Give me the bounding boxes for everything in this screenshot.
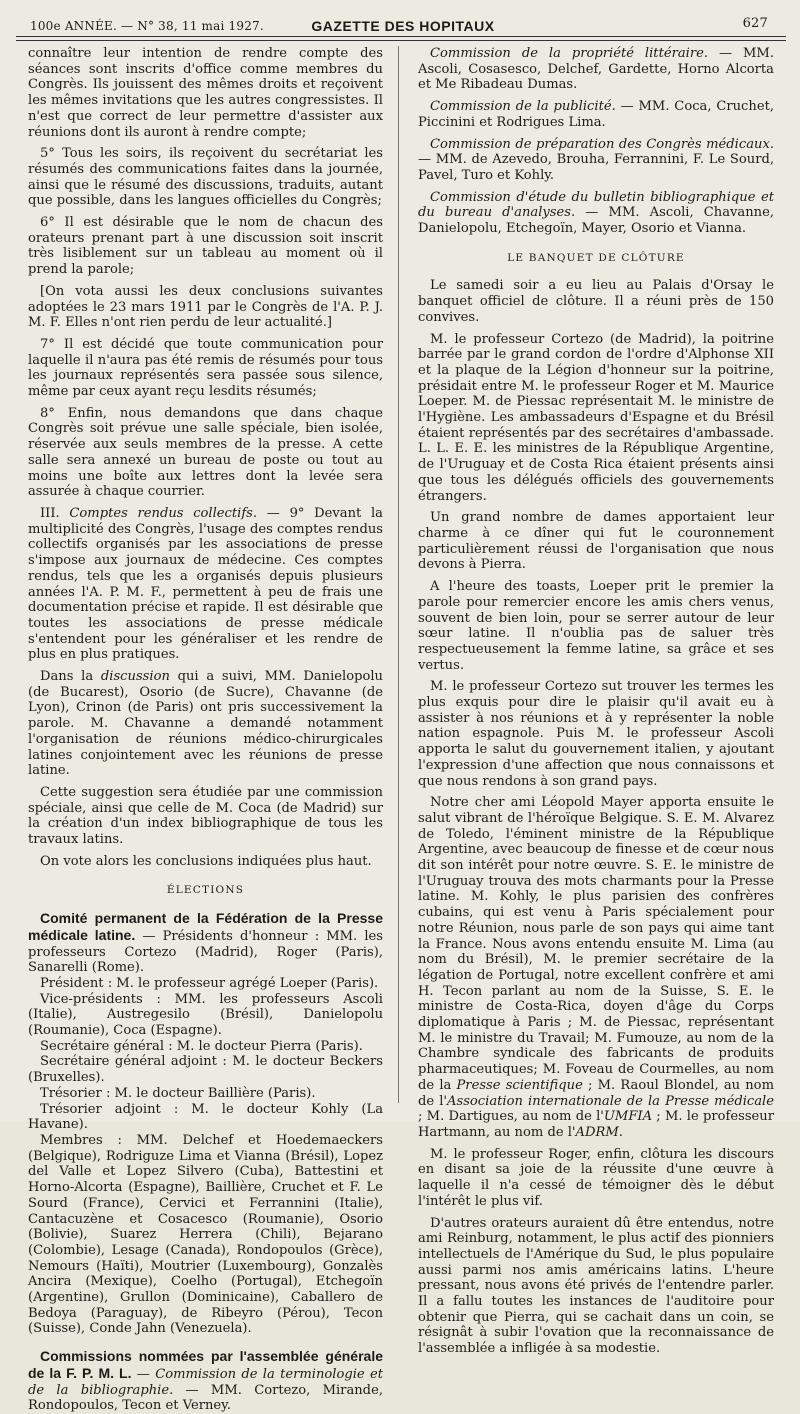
page-header [18,14,788,36]
right-column [418,46,775,1357]
paragraph [418,190,774,237]
paragraph: Cette suggestion sera étudiée par une commission spéciale, ainsi que celle de M. Coca (de Madrid) sur la création d'un index bibliographique de tous les travaux latins. [28,784,383,848]
italic-run: Presse scientifique [456,1077,583,1093]
paragraph [28,911,383,976]
section-title-banquet: LE BANQUET DE CLÔTURE [507,251,685,264]
paragraph: On vote alors les conclusions indiquées plus haut. [40,853,372,869]
text-run: qui a suivi, MM. Danielopolu (de Bucarest), Osorio (de Sucre), Chavanne (de Lyon), Crinon (de Paris) ont pris successivement la parole. M. Chavanne a demandé notamment l'organisation de réunions médico-chirurgicales latines conjointement avec les réunions de presse latine. [28,669,383,779]
paragraph: 7° Il est décidé que toute communication pour laquelle il n'aura pas été remis de résumés pour tous les journaux représentés sera passée sous silence, même par ceux ayant reçu lesdits résumés; [28,336,383,400]
paragraph: 8° Enfin, nous demandons que dans chaque Congrès soit prévue une salle spéciale, bien isolée, réservée aux seuls membres de la presse. A cette salle sera annexé un bureau de poste ou tout au moins une boîte aux lettres dont la levée sera assurée à chaque courrier. [28,405,383,500]
list-item: Secrétaire général adjoint : M. le docteur Beckers (Bruxelles). [28,1054,383,1086]
paragraph [28,506,383,663]
paragraph [28,669,383,779]
italic-run: Commission de la propriété littéraire. [430,46,708,61]
text-run: . [618,1125,623,1140]
italic-run: UMFIA [603,1109,653,1125]
column-divider [398,46,399,1103]
text-run: — [131,1366,156,1382]
paragraph: M. le professeur Cortezo (de Madrid), la poitrine barrée par le grand cordon de l'ordre d'Alphonse XII et la plaque de la Légion d'honneur sur la poitrine, présidait entre M. le professeur Roger et M. Maurice Loeper. M. de Piessac représentait M. le ministre de l'Hygiène. Les ambassadeurs d'Espagne et du Brésil étaient représentés par des secrétaires d'ambassade. L. L. E. E. les ministres de la République Argentine, de l'Uruguay et de Costa Rica étaient présents ainsi que tous les délégués officiels des gouvernements étrangers. [418,331,774,504]
bold-heading: Comité permanent de la Fédération de la Presse médicale latine. [28,910,383,943]
italic-run: Comptes rendus collectifs. [69,505,258,521]
paragraph: M. le professeur Cortezo sut trouver les termes les plus exquis pour dire le plaisir qu'il avait eu à assister à nos réunions et à y représenter la noble nation espagnole. Puis M. le professeur Ascoli apporta le salut du gouvernement italien, y ajoutant l'expression d'une affection que nous connaissons et que nous rendons à son grand pays. [418,679,774,789]
italic-run: Commission de la publicité. [430,99,616,115]
text-run: — MM. Ascoli, Chavanne, Danielopolu, Etchegoïn, Mayer, Osorio et Vianna. [418,205,775,237]
elections-list [28,911,383,1337]
paragraph [418,795,774,1140]
header-rule-double [16,40,786,41]
paragraph [418,99,774,130]
text-run: — 9° Devant la multiplicité des Congrès, l'usage des comptes rendus collectifs organisés par les associations de presse s'impose aux journaux de médecine. Ces comptes rendus, tels que les a organisés depuis plusieurs années l'A. P. M. F., permettent à peu de frais une documentation précise et rapide. Il est désirable que toutes les associations de presse médicale s'entendent pour les généraliser et les rendre de plus en plus pratiques. [28,505,383,663]
text-run: — Présidents d'honneur : MM. les professeurs Cortezo (Madrid), Roger (Paris), Sanarelli (Rome). [28,928,383,976]
issue-info: 100e ANNÉE. — N° 38, 11 mai 1927. [30,19,264,33]
text-run: ; M. Dartigues, au nom de l' [418,1109,604,1125]
section-title-elections: ÉLECTIONS [166,884,245,897]
list-item: Vice-présidents : MM. les professeurs Ascoli (Italie), Austregesilo (Brésil), Danielopolu (Roumanie), Coca (Espagne). [28,991,383,1039]
list-item: Membres : MM. Delchef et Hoedemaeckers (Belgique), Rodriguze Lima et Vianna (Brésil), Lopez del Valle et Lopez Silvero (Cuba), Battestini et Horno-Alcorta (Espagne), Baillière, Cruchet et F. Le Sourd (France), Cervici et Ferrannini (Italie), Cantacuzène et Cosacesco (Roumanie), Osorio (Bolivie), Suarez Herrera (Chili), Bejarano (Colombie), Lesage (Canada), Rondopoulos (Grèce), Nemours (Haïti), Moutrier (Luxembourg), Gonzalès Ancira (Mexique), Coelho (Portugal), Etchegoïn (Argentine), Grullon (Dominicaine), Caballero de Bedoya (Paraguay), de Ribeyro (Pérou), Tecon (Suisse), Conde Jahn (Venezuela). [28,1133,383,1337]
list-item: Président : M. le professeur agrégé Loeper (Paris). [40,975,379,991]
paragraph [418,137,774,184]
left-column [28,46,383,1414]
text-run: III. [40,505,70,521]
italic-run: discussion [100,669,170,685]
text-run: — MM. Coca, Cruchet, Piccinini et Rodrigues Lima. [418,99,774,130]
paragraph: A l'heure des toasts, Loeper prit le premier la parole pour remercier encore les amis chers venus, souvent de bien loin, pour se serrer autour de leur sœur latine. Il n'oublia pas de saluer très respectueusement la femme latine, sa grâce et ses vertus. [418,579,774,673]
paragraph: Le samedi soir a eu lieu au Palais d'Orsay le banquet officiel de clôture. Il a réuni près de 150 convives. [418,278,774,325]
italic-run: Commission d'étude du bulletin bibliographique et du bureau d'analyses. [418,189,774,221]
italic-run: Commission de la terminologie et de la bibliographie. [28,1366,383,1398]
paragraph: 5° Tous les soirs, ils reçoivent du secrétariat les résumés des communications faites dans la journée, ainsi que le résumé des discussions, traduits, autant que possible, dans les langues officielles du Congrès; [28,146,383,209]
text-run: Notre cher ami Léopold Mayer apporta ensuite le salut vibrant de l'héroïque Belgique. S. E. M. Alvarez de Toledo, l'éminent ministre de la République Argentine, avec beaucoup de finesse et de cœur nous dit son intérêt pour notre œuvre. S. E. le ministre de l'Uruguay trouva des mots charmants pour la Presse latine. M. Kohly, le plus parisien des confrères cubains, qui est venu à Paris spécialement pour notre Réunion, nous parle de son pays qui aime tant la France. Nous avons entendu ensuite M. Lima (au nom du Brésil), M. le premier secrétaire de la légation de Portugal, notre excellent confrère et ami H. Tecon parlant au nom de la Suisse, S. E. le ministre de Costa-Rica, doyen d'âge du Corps diplomatique à Paris ; M. de Piessac, représentant M. le ministre du Travail; M. Fumouze, au nom de la Chambre syndicale des fabricants de produits pharmaceutiques; M. Foveau de Courmelles, au nom de la [418,795,774,1093]
italic-run: ADRM [575,1125,619,1140]
header-rule [16,36,786,37]
text-run: — MM. Ascoli, Cosasesco, Delchef, Gardette, Horno Alcorta et Me Ribadeau Dumas. [418,46,774,93]
text-run: ; M. le professeur Hartmann, au nom de l' [418,1109,774,1140]
paragraph: Un grand nombre de dames apportaient leur charme à ce dîner qui fut le couronnement particulièrement réussi de l'organisation que nous devons à Pierra. [418,510,774,573]
text-run: ; M. Raoul Blondel, au nom de l' [418,1077,774,1109]
paragraph [28,1349,383,1414]
text-run: — MM. de Azevedo, Brouha, Ferrannini, F. Le Sourd, Pavel, Turo et Kohly. [418,152,774,183]
list-item: Trésorier : M. le docteur Baillière (Paris). [40,1085,316,1101]
paragraph: M. le professeur Roger, enfin, clôtura les discours en disant sa joie de la réussite d'une œuvre à laquelle il n'a cessé de témoigner dès le début l'intérêt le plus vif. [418,1146,774,1209]
paragraph: [On vota aussi les deux conclusions suivantes adoptées le 23 mars 1911 par le Congrès de l'A. P. J. M. F. Elles n'ont rien perdu de leur actualité.] [28,283,383,331]
text-run: — MM. Cortezo, Mirande, Rondopoulos, Tecon et Verney. [28,1382,383,1414]
page-number: 627 [742,16,768,31]
paragraph: connaître leur intention de rendre compte des séances sont inscrits d'office comme membres du Congrès. Ils jouissent des mêmes droits et reçoivent les mêmes invitations que les autres congressistes. Il n'est que correct de leur permettre d'assister aux réunions dont ils auront à rendre compte; [28,46,383,140]
paragraph: D'autres orateurs auraient dû être entendus, notre ami Reinburg, notamment, le plus actif des pionniers intellectuels de l'Amérique du Sud, le plus populaire aussi parmi nos amis américains latins. L'heure pressant, nous avons été privés de l'entendre parler. Il a fallu toutes les instances de l'auditoire pour obtenir que Pierra, qui se cachait dans un coin, se résignât à subir l'ovation que la reconnaissance de l'assemblée a infligée à sa modestie. [418,1215,774,1357]
list-item: Trésorier adjoint : M. le docteur Kohly (La Havane). [28,1101,383,1133]
paragraph [418,46,774,93]
text-run: Dans la [40,669,101,685]
paragraph: 6° Il est désirable que le nom de chacun des orateurs prenant part à une discussion soit inscrit très lisiblement sur un tableau au moment où il prend la parole; [28,215,383,278]
italic-run: Association internationale de la Presse médicale [447,1093,774,1109]
bold-heading: Commissions nommées par l'assemblée générale de la F. P. M. L. [28,1348,383,1381]
list-item: Secrétaire général : M. le docteur Pierra (Paris). [40,1038,363,1054]
italic-run: Commission de préparation des Congrès médicaux. [430,136,774,152]
publication-title: GAZETTE DES HOPITAUX [311,18,495,34]
